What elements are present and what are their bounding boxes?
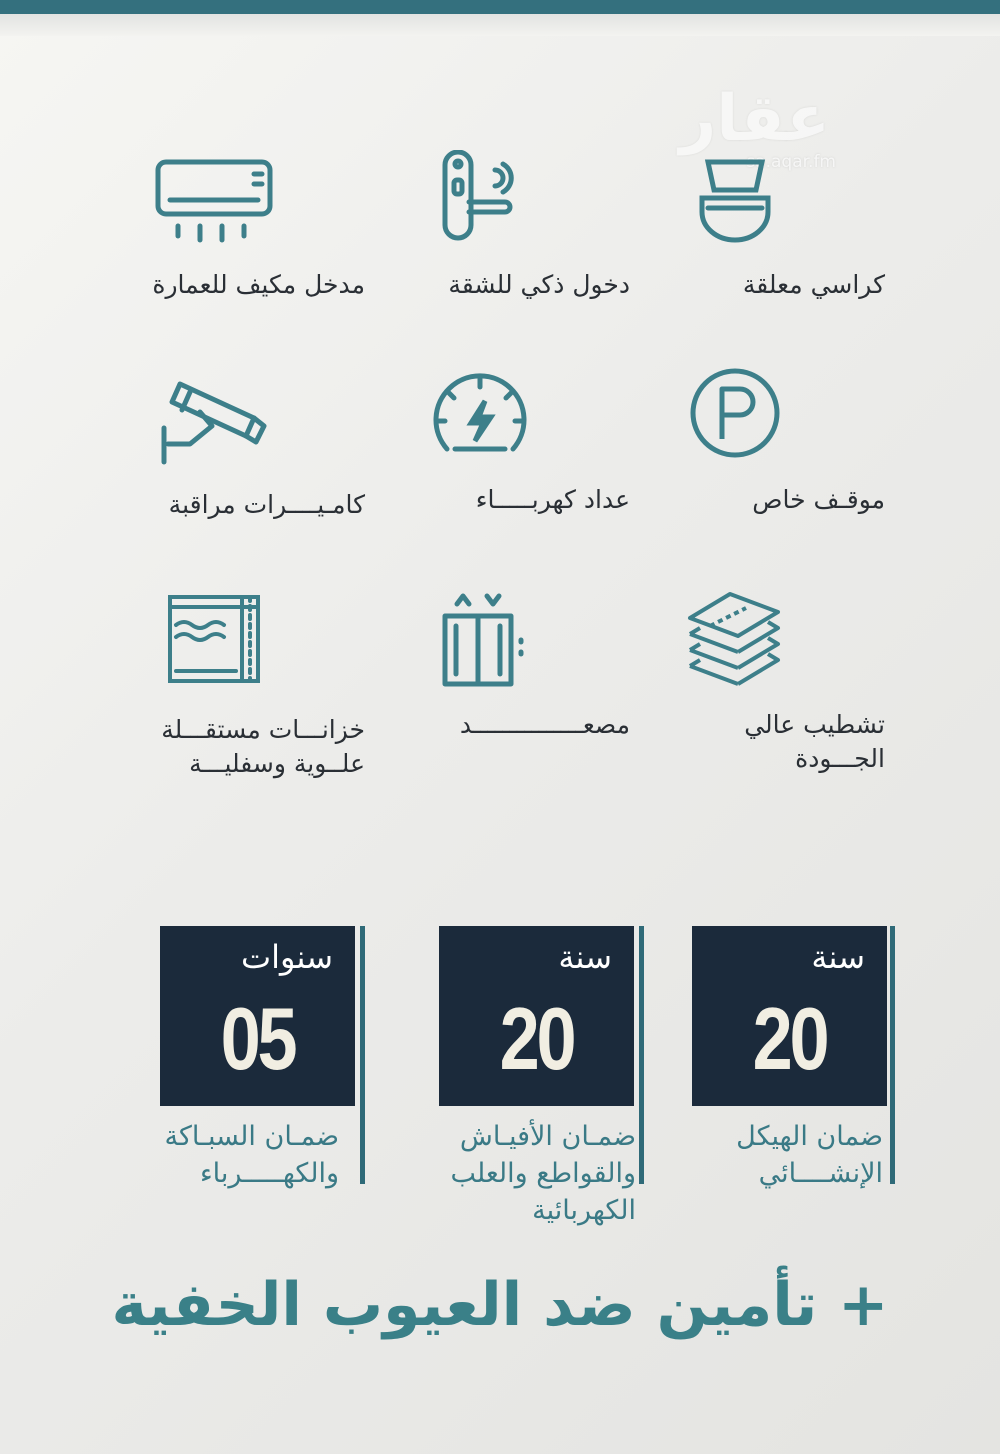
warranty-number: 20 (499, 989, 574, 1088)
feature-label: دخول ذكي للشقة (448, 270, 630, 299)
accent-divider (360, 926, 365, 1184)
feature-label: مصعـــــــــــــــد (459, 710, 630, 739)
feature-label: مدخل مكيف للعمارة (152, 270, 365, 299)
water-tank-icon (65, 595, 365, 705)
parking-icon (585, 365, 885, 475)
warranty-description: ضمـان السبـاكة والكهـــــرباء (164, 1121, 339, 1189)
feature-label: كامـيــــرات مراقبة (168, 490, 365, 519)
watermark-logo: عقار (679, 82, 830, 156)
air-conditioner-icon (65, 150, 365, 260)
warranty-unit: سنوات (240, 938, 333, 976)
warranty-box (692, 926, 887, 1106)
feature-label: تشطيب عالي الجـــودة (744, 710, 885, 773)
watermark-url: sa.aqar.fm (746, 152, 836, 172)
toilet-icon (585, 150, 885, 260)
warranty-box (439, 926, 634, 1106)
warranty-unit: سنة (811, 938, 865, 976)
security-camera-icon (65, 370, 365, 480)
top-shadow (0, 14, 1000, 36)
feature-label: خزانـــات مستقـــلة علــوية وسفليـــة (161, 715, 365, 778)
feature-label: عداد كهربـــــاء (475, 485, 630, 514)
warranty-description: ضمان الهيكل الإنشــــائي (736, 1121, 883, 1189)
hidden-defects-insurance-tagline: + تأمين ضد العيوب الخفية (111, 1270, 889, 1340)
warranty-description: ضمـان الأفيـاش والقواطع والعلب الكهربائية (450, 1121, 636, 1226)
layers-finishing-icon (585, 590, 885, 700)
feature-label: كراسي معلقة (742, 270, 885, 299)
warranty-number: 05 (220, 989, 295, 1088)
warranty-number: 20 (752, 989, 827, 1088)
accent-divider (890, 926, 895, 1184)
warranty-unit: سنة (558, 938, 612, 976)
top-accent-bar (0, 0, 1000, 14)
warranty-box (160, 926, 355, 1106)
feature-label: موقـف خاص (752, 485, 885, 514)
